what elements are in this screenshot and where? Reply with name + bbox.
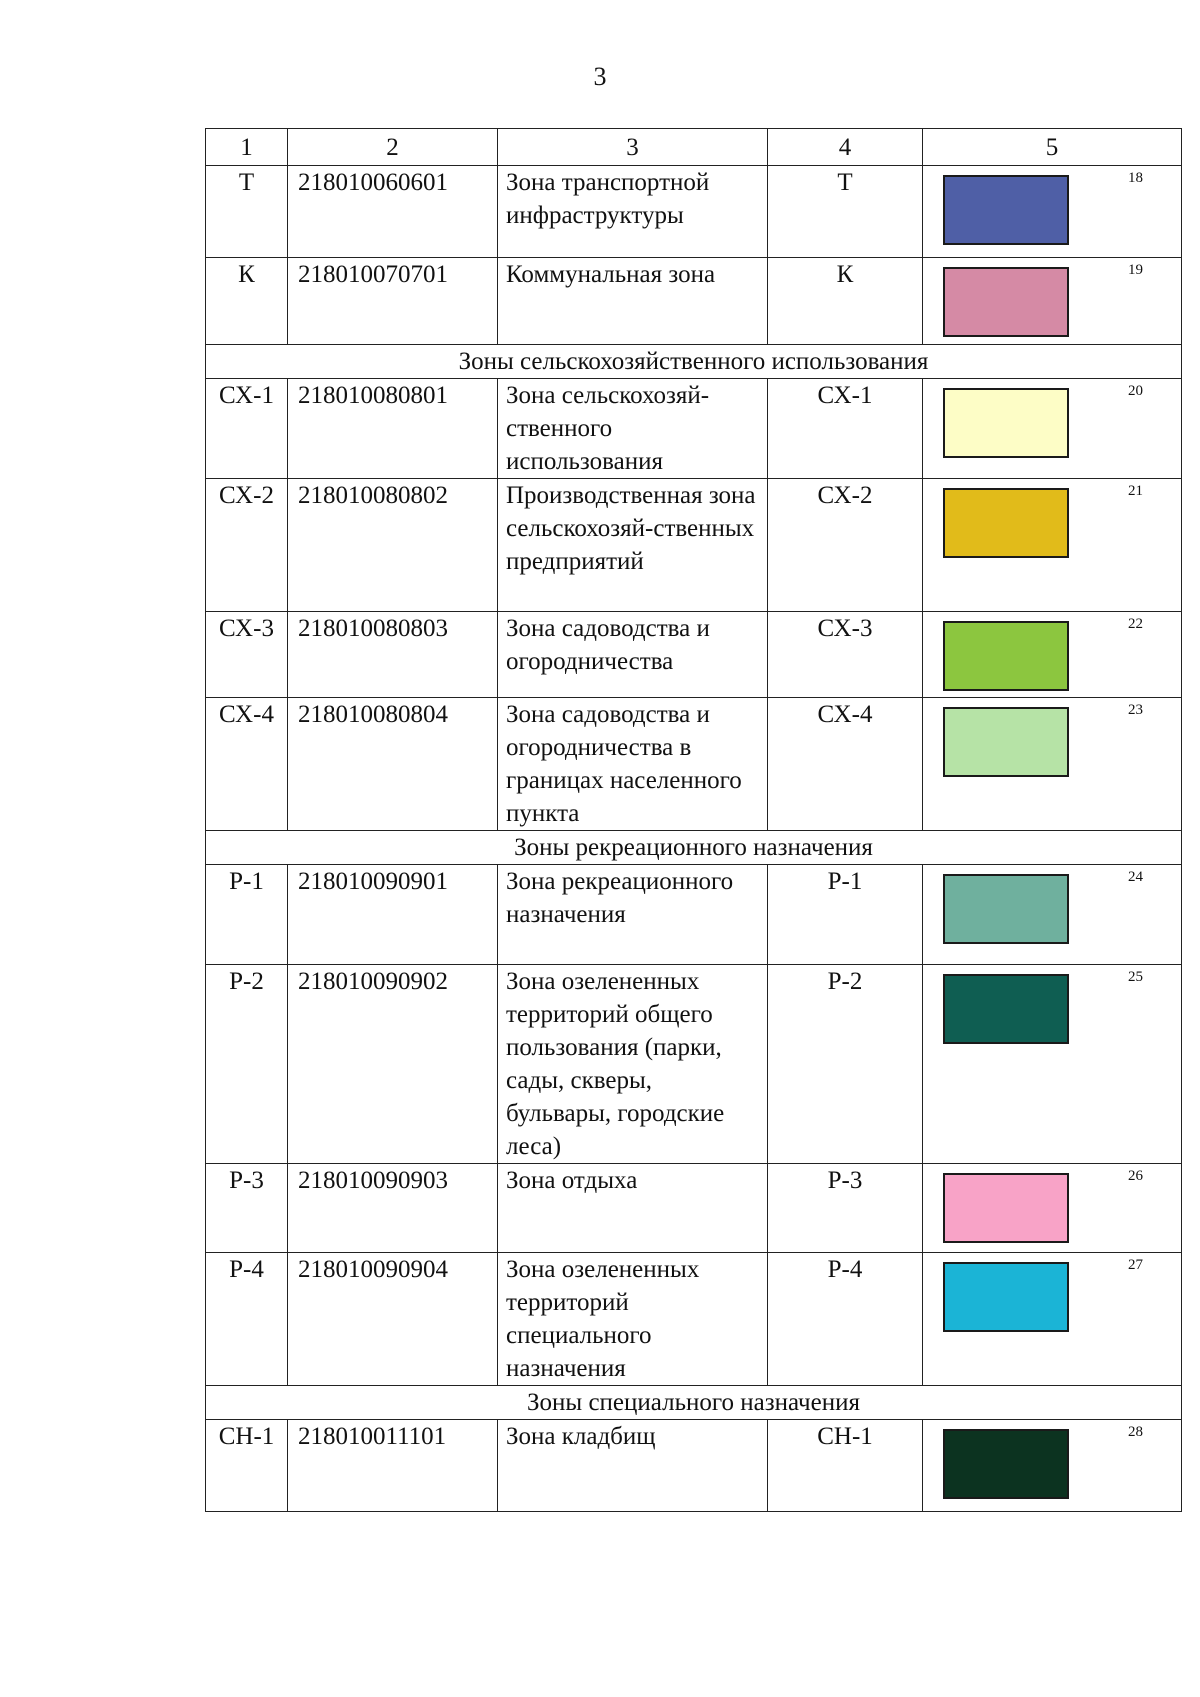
- figure-number: 26: [1128, 1168, 1143, 1184]
- color-swatch: [943, 175, 1069, 245]
- zone-code: Т: [206, 166, 288, 258]
- zone-name: Зона садоводства и огородничества: [498, 612, 768, 698]
- figure-number: 20: [1128, 383, 1143, 399]
- zone-label: Т: [768, 166, 923, 258]
- swatch-cell: [923, 258, 1182, 345]
- zone-name: Производственная зона сельскохозяй-ственных предприятий: [498, 479, 768, 612]
- swatch-cell: [923, 166, 1182, 258]
- figure-number: 24: [1128, 869, 1143, 885]
- zone-code: Р-1: [206, 865, 288, 965]
- zone-id: 218010080801: [288, 379, 498, 479]
- zone-id: 218010080804: [288, 698, 498, 831]
- table-row: [206, 1253, 1182, 1386]
- color-swatch: [943, 974, 1069, 1044]
- color-swatch: [943, 621, 1069, 691]
- figure-number: 19: [1128, 262, 1143, 278]
- zone-id: 218010080802: [288, 479, 498, 612]
- figure-number: 18: [1128, 170, 1143, 186]
- color-swatch: [943, 267, 1069, 337]
- zone-id: 218010080803: [288, 612, 498, 698]
- section-row: [206, 831, 1182, 865]
- swatch-cell: [923, 865, 1182, 965]
- color-swatch: [943, 1173, 1069, 1243]
- zone-code: СХ-2: [206, 479, 288, 612]
- color-swatch: [943, 874, 1069, 944]
- swatch-cell: [923, 1420, 1182, 1512]
- header-cell-5: 5: [923, 129, 1182, 166]
- figure-number: 27: [1128, 1257, 1143, 1273]
- zone-label: Р-2: [768, 965, 923, 1164]
- swatch-cell: [923, 379, 1182, 479]
- figure-number: 25: [1128, 969, 1143, 985]
- header-cell-4: 4: [768, 129, 923, 166]
- zone-name: Зона транспортной инфраструктуры: [498, 166, 768, 258]
- zones-table: [205, 128, 1182, 1512]
- zone-name: Зона кладбищ: [498, 1420, 768, 1512]
- table-row: [206, 1164, 1182, 1253]
- swatch-cell: [923, 698, 1182, 831]
- zone-name: Зона отдыха: [498, 1164, 768, 1253]
- color-swatch: [943, 488, 1069, 558]
- zone-code: К: [206, 258, 288, 345]
- zone-id: 218010090903: [288, 1164, 498, 1253]
- zone-label: СХ-1: [768, 379, 923, 479]
- zone-code: СН-1: [206, 1420, 288, 1512]
- color-swatch: [943, 1429, 1069, 1499]
- zone-code: СХ-4: [206, 698, 288, 831]
- zone-label: СХ-3: [768, 612, 923, 698]
- zone-code: СХ-3: [206, 612, 288, 698]
- zone-id: 218010060601: [288, 166, 498, 258]
- table-header-row: [206, 129, 1182, 166]
- table-row: [206, 479, 1182, 612]
- section-row: [206, 1386, 1182, 1420]
- figure-number: 28: [1128, 1424, 1143, 1440]
- table-row: [206, 698, 1182, 831]
- zone-id: 218010090902: [288, 965, 498, 1164]
- section-title: Зоны сельскохозяйственного использования: [206, 345, 1182, 379]
- zone-name: Зона рекреационного назначения: [498, 865, 768, 965]
- header-cell-2: 2: [288, 129, 498, 166]
- table-row: [206, 379, 1182, 479]
- zone-label: СХ-4: [768, 698, 923, 831]
- color-swatch: [943, 388, 1069, 458]
- swatch-cell: [923, 612, 1182, 698]
- table-row: [206, 1420, 1182, 1512]
- page-number: 3: [593, 62, 607, 91]
- zone-name: Зона озелененных территорий специального назначения: [498, 1253, 768, 1386]
- figure-number: 22: [1128, 616, 1143, 632]
- zone-name: Зона садоводства и огородничества в границах населенного пункта: [498, 698, 768, 831]
- swatch-cell: [923, 1253, 1182, 1386]
- color-swatch: [943, 1262, 1069, 1332]
- zone-code: Р-2: [206, 965, 288, 1164]
- zone-id: 218010011101: [288, 1420, 498, 1512]
- swatch-cell: [923, 965, 1182, 1164]
- zone-id: 218010090904: [288, 1253, 498, 1386]
- zone-code: Р-4: [206, 1253, 288, 1386]
- zone-label: СХ-2: [768, 479, 923, 612]
- zone-id: 218010070701: [288, 258, 498, 345]
- zone-label: Р-4: [768, 1253, 923, 1386]
- figure-number: 21: [1128, 483, 1143, 499]
- table-row: [206, 166, 1182, 258]
- header-cell-1: 1: [206, 129, 288, 166]
- table-row: [206, 965, 1182, 1164]
- header-cell-3: 3: [498, 129, 768, 166]
- swatch-cell: [923, 479, 1182, 612]
- swatch-cell: [923, 1164, 1182, 1253]
- zone-name: Зона озелененных территорий общего пользования (парки, сады, скверы, бульвары, городские леса): [498, 965, 768, 1164]
- table-row: [206, 258, 1182, 345]
- zone-id: 218010090901: [288, 865, 498, 965]
- zone-label: Р-1: [768, 865, 923, 965]
- section-title: Зоны рекреационного назначения: [206, 831, 1182, 865]
- zone-label: К: [768, 258, 923, 345]
- table-row: [206, 865, 1182, 965]
- zone-code: Р-3: [206, 1164, 288, 1253]
- section-row: [206, 345, 1182, 379]
- color-swatch: [943, 707, 1069, 777]
- section-title: Зоны специального назначения: [206, 1386, 1182, 1420]
- table-row: [206, 612, 1182, 698]
- figure-number: 23: [1128, 702, 1143, 718]
- zone-label: Р-3: [768, 1164, 923, 1253]
- zone-label: СН-1: [768, 1420, 923, 1512]
- zone-name: Коммунальная зона: [498, 258, 768, 345]
- zone-name: Зона сельскохозяй-ственного использования: [498, 379, 768, 479]
- zone-code: СХ-1: [206, 379, 288, 479]
